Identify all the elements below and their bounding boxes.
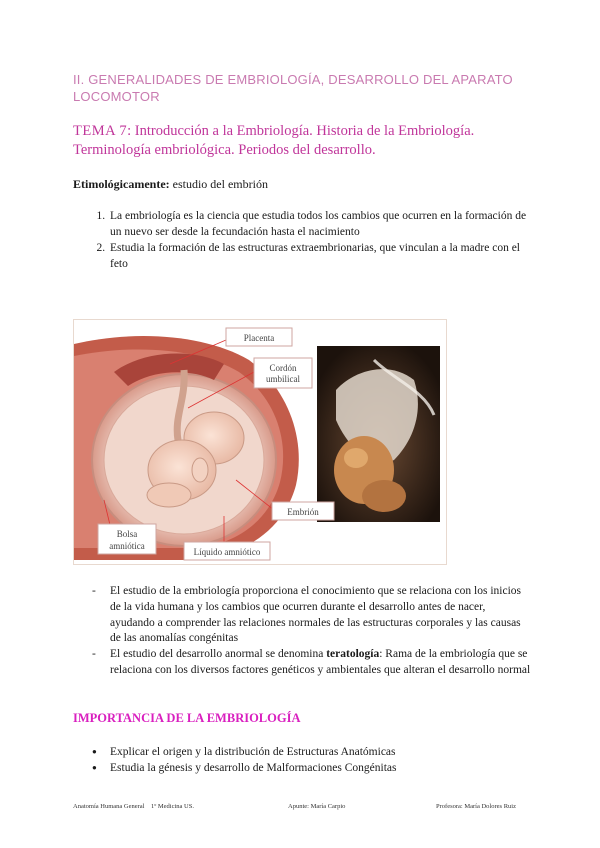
list-item: 1. La embriología es la ciencia que estudia todos los cambios que ocurren en la formación de un nuevo ser desde la fecundación hasta el nacimiento — [108, 208, 538, 240]
etymology-label: Etimológicamente: — [73, 177, 170, 191]
definition-list — [90, 208, 538, 272]
section-title: II. GENERALIDADES DE EMBRIOLOGÍA, DESARROLLO DEL APARATO LOCOMOTOR — [73, 72, 513, 104]
importance-heading: IMPORTANCIA DE LA EMBRIOLOGÍA — [73, 711, 301, 725]
label-embryo-text: Embrión — [287, 507, 319, 517]
importance-list — [92, 744, 532, 776]
etymology-text: estudio del embrión — [169, 177, 268, 191]
label-cord-text-1: Cordón — [269, 363, 297, 373]
topic-title-text: : Introducción a la Embriología. Historia de la Embriología. Terminología embriológica. Periodos del desarrollo. — [73, 123, 475, 158]
list-item: ● Estudia la génesis y desarrollo de Malformaciones Congénitas — [92, 760, 532, 776]
footer-left: Anatomía Humana General 1º Medicina US. — [73, 803, 194, 810]
etymology-line — [73, 177, 268, 192]
embryo-illustration — [74, 320, 446, 564]
footer-right: Profesora: María Dolores Ruiz — [436, 803, 516, 810]
teratology-post: : Rama de la embriología que se relaciona con los diversos factores genéticos y ambientales que alteran el desarrollo normal — [110, 648, 531, 676]
teratology-pre: El estudio del desarrollo anormal se denomina — [110, 648, 327, 661]
embryo-figure — [73, 319, 447, 565]
topic-title — [73, 122, 533, 160]
list-item: 2. Estudia la formación de las estructuras extraembrionarias, que vinculan a la madre con el feto — [108, 240, 538, 272]
label-amniotic-text-1: Bolsa — [116, 529, 138, 539]
list-item: ● Explicar el origen y la distribución de Estructuras Anatómicas — [92, 744, 532, 760]
info-list — [92, 584, 532, 679]
label-amniotic-text-2: amniótica — [109, 541, 145, 551]
label-placenta-text: Placenta — [243, 333, 275, 343]
tema-label: TEMA 7 — [73, 123, 128, 139]
list-item — [92, 647, 532, 679]
label-fluid-text: Líquido amniótico — [193, 547, 261, 557]
teratology-term: teratología — [326, 648, 380, 661]
label-cord-text-2: umbilical — [266, 374, 300, 384]
list-item: - El estudio de la embriología proporciona el conocimiento que se relaciona con los inicios de la vida humana y los cambios que ocurren durante el desarrollo antes de nacer, ayudando a comprender las relaciones normales de las estructuras corporales y las causas de las anomalías congénitas — [92, 584, 532, 647]
footer-center: Apunte: María Carpio — [288, 803, 346, 810]
